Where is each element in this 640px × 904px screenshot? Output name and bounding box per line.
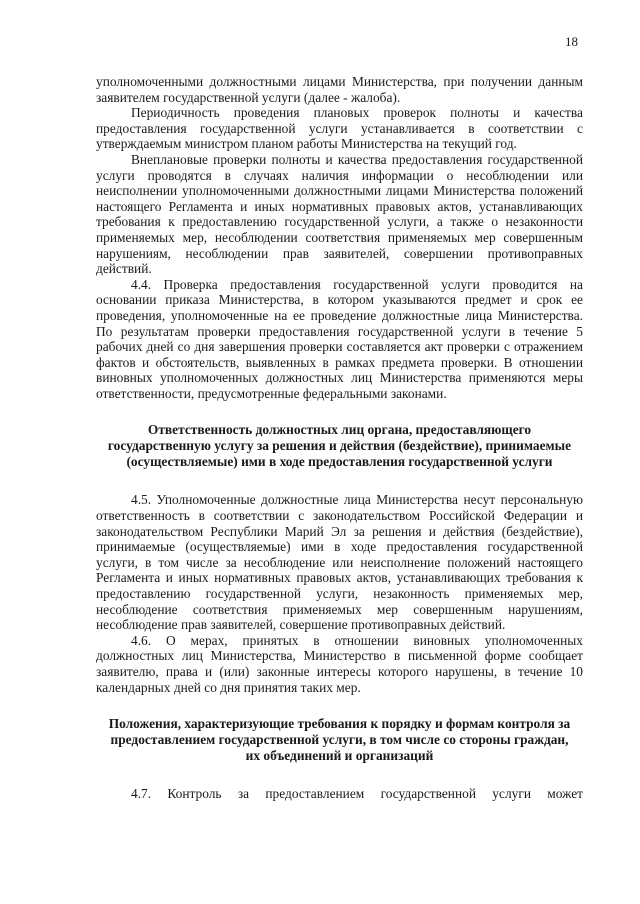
section-heading: Ответственность должностных лиц органа, предоставляющего государственную услугу за решения и действия (бездействие), принимаемые (осуществляемые) ими в ходе предоставления государственной услуги (107, 422, 572, 470)
paragraph: 4.5. Уполномоченные должностные лица Министерства несут персональную ответственность в соответствии с законодательством Российской Федерации и законодательством Республики Марий Эл за решения и действия (бездействие), принимаемые (осуществляемые) ими в ходе предоставления государственной услуги, в том числе за несоблюдение или неисполнение положений настоящего Регламента и иных нормативных правовых актов, устанавливающих требования к предоставлению государственной услуги, незаконность применяемых мер, несоблюдение соответствия применяемых мер совершенным нарушениям, несоблюдение прав заявителей, совершение противоправных действий. (96, 492, 583, 633)
section-heading: Положения, характеризующие требования к порядку и формам контроля за предоставлением государственной услуги, в том числе со стороны граждан, их объединений и организаций (108, 716, 571, 764)
paragraph: 4.6. О мерах, принятых в отношении виновных уполномоченных должностных лиц Министерства, Министерство в письменной форме сообщает заявителю, права и (или) законные интересы которого нарушены, в течение 10 календарных дней со дня принятия таких мер. (96, 632, 583, 695)
paragraph: 4.7. Контроль за предоставлением государственной услуги может (131, 786, 583, 802)
paragraph: уполномоченными должностными лицами Министерства, при получении данным заявителем государственной услуги (далее - жалоба). (96, 74, 583, 105)
page-number: 18 (565, 34, 578, 49)
paragraph: Периодичность проведения плановых проверок полноты и качества предоставления государственной услуги устанавливается в соответствии с утверждаемым министром планом работы Министерства на текущий год. (96, 105, 583, 152)
paragraph: 4.4. Проверка предоставления государственной услуги проводится на основании приказа Министерства, в котором указываются предмет и срок ее проведения, уполномоченные на ее проведение должностные лица Министерства. По результатам проверки предоставления государственной услуги в течение 5 рабочих дней со дня завершения проверки составляется акт проверки с отражением фактов и обстоятельств, выявленных в рамках предмета проверки. В отношении виновных уполномоченных должностных лиц Министерства применяются меры ответственности, предусмотренные федеральными законами. (96, 276, 583, 401)
document-body (96, 74, 583, 802)
paragraph: Внеплановые проверки полноты и качества предоставления государственной услуги проводятся в случаях наличия информации о несоблюдении или неисполнении уполномоченными должностными лицами Министерства положений настоящего Регламента и иных нормативных правовых актов, устанавливающих требования к предоставлению государственной услуги, а также о незаконности применяемых мер, несоблюдении соответствия применяемых мер совершенным нарушениям, несоблюдении прав заявителей, совершении противоправных действий. (96, 151, 583, 277)
